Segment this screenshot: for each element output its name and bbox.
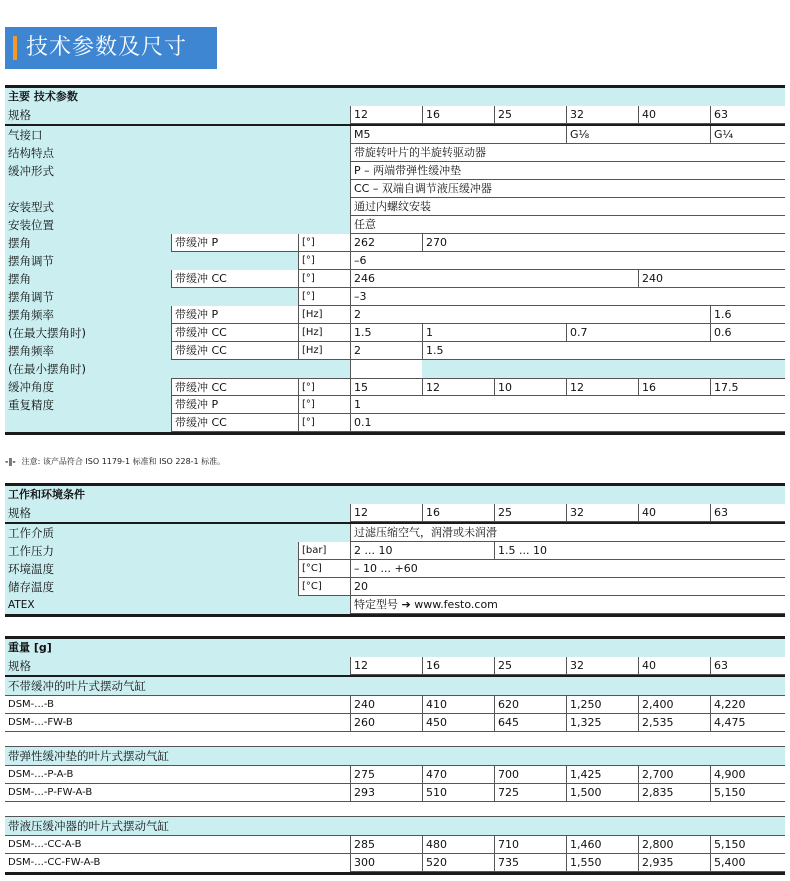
air-port-m5: M5 — [350, 126, 566, 144]
freq-min-2: 2 — [350, 342, 422, 360]
cush-angle-32: 12 — [566, 378, 638, 396]
weight-cell: 620 — [494, 696, 566, 714]
adj-cc-value: –3 — [350, 288, 785, 306]
position-value: 任意 — [350, 216, 785, 234]
adj-p-value: –6 — [350, 252, 785, 270]
size-12: 12 — [350, 657, 422, 675]
weight-cell: 1,250 — [566, 696, 638, 714]
freq-min-spacer — [350, 360, 422, 378]
group-title: 带弹性缓冲垫的叶片式摆动气缸 — [8, 749, 169, 763]
air-port-g18: G⅛ — [566, 126, 710, 144]
row-label: 缓冲角度 — [8, 380, 54, 394]
weight-cell: 2,935 — [638, 854, 710, 872]
air-port-g14: G¼ — [710, 126, 785, 144]
freq-max-cc-1: 1 — [422, 324, 566, 342]
main-heading-row — [5, 88, 785, 106]
mount-row — [5, 198, 785, 216]
row-sub: 带缓冲 CC — [171, 378, 298, 396]
model-name: DSM-...-CC-FW-A-B — [8, 857, 101, 868]
weight-table — [5, 636, 785, 875]
weight-cell: 2,535 — [638, 714, 710, 732]
size-label: 规格 — [8, 506, 31, 520]
atex-row — [5, 596, 785, 614]
cush-angle-25: 10 — [494, 378, 566, 396]
size-label: 规格 — [8, 108, 31, 122]
table-row — [5, 714, 785, 732]
row-unit: [Hz] — [298, 306, 350, 324]
adj-cc-row — [5, 288, 785, 306]
storage-value: 20 — [350, 578, 785, 596]
row-label: 摆角 — [8, 236, 31, 250]
size-40: 40 — [638, 504, 710, 522]
size-16: 16 — [422, 504, 494, 522]
model-name: DSM-...-P-A-B — [8, 769, 74, 780]
freq-max-row-1 — [5, 306, 785, 324]
swing-p-row — [5, 234, 785, 252]
pressure-25-63: 1.5 ... 10 — [494, 542, 785, 560]
weight-cell: 293 — [350, 784, 422, 802]
row-label: 摆角频率 — [8, 308, 54, 322]
row-label: 工作介质 — [8, 526, 54, 540]
weight-cell: 725 — [494, 784, 566, 802]
row-sub: 带缓冲 P — [171, 306, 298, 324]
freq-max-p-1-6: 1.6 — [710, 306, 785, 324]
cushion-p: P – 两端带弹性缓冲垫 — [350, 162, 785, 180]
ambient-row — [5, 560, 785, 578]
row-label: 工作压力 — [8, 544, 54, 558]
swing-cc-row — [5, 270, 785, 288]
weight-cell: 735 — [494, 854, 566, 872]
size-40: 40 — [638, 106, 710, 124]
cush-angle-12: 15 — [350, 378, 422, 396]
weight-group-title — [5, 746, 785, 766]
weight-cell: 510 — [422, 784, 494, 802]
cushion-row-2 — [5, 180, 785, 198]
repeat-row-2 — [5, 414, 785, 432]
row-label: 环境温度 — [8, 562, 54, 576]
row-label: (在最大摆角时) — [8, 326, 86, 340]
row-unit: [°C] — [298, 560, 350, 578]
repeat-row-1 — [5, 396, 785, 414]
table-row — [5, 784, 785, 802]
model-name: DSM-...-FW-B — [8, 717, 73, 728]
row-unit: [°] — [298, 288, 350, 306]
env-size-row — [5, 504, 785, 524]
row-label: 摆角调节 — [8, 254, 54, 268]
section-banner — [5, 27, 217, 69]
banner-accent-bar — [13, 36, 17, 60]
size-label: 规格 — [8, 659, 31, 673]
weight-cell: 480 — [422, 836, 494, 854]
main-specs-table — [5, 85, 785, 435]
model-name: DSM-...-P-FW-A-B — [8, 787, 93, 798]
row-unit: [°] — [298, 396, 350, 414]
weight-cell: 1,550 — [566, 854, 638, 872]
size-25: 25 — [494, 504, 566, 522]
row-label: 安装位置 — [8, 218, 54, 232]
weight-cell: 2,400 — [638, 696, 710, 714]
row-unit: [°] — [298, 270, 350, 288]
weight-group-title — [5, 677, 785, 696]
size-32: 32 — [566, 106, 638, 124]
weight-cell: 285 — [350, 836, 422, 854]
cushion-row-1 — [5, 162, 785, 180]
freq-max-cc-0-6: 0.6 — [710, 324, 785, 342]
table-row — [5, 836, 785, 854]
row-unit: [bar] — [298, 542, 350, 560]
freq-max-row-2 — [5, 324, 785, 342]
size-16: 16 — [422, 657, 494, 675]
weight-cell: 2,800 — [638, 836, 710, 854]
swing-p-270: 270 — [422, 234, 785, 252]
weight-size-row — [5, 657, 785, 677]
freq-min-row-1 — [5, 342, 785, 360]
row-unit: [°] — [298, 414, 350, 432]
freq-max-p-2: 2 — [350, 306, 710, 324]
cush-angle-40: 16 — [638, 378, 710, 396]
weight-cell: 1,425 — [566, 766, 638, 784]
ambient-value: – 10 ... +60 — [350, 560, 785, 578]
repeat-p: 1 — [350, 396, 785, 414]
size-40: 40 — [638, 657, 710, 675]
weight-cell: 4,475 — [710, 714, 785, 732]
size-12: 12 — [350, 504, 422, 522]
cushion-cc: CC – 双端自调节液压缓冲器 — [350, 180, 785, 198]
weight-cell: 260 — [350, 714, 422, 732]
cush-angle-row — [5, 378, 785, 396]
row-unit: [°] — [298, 378, 350, 396]
row-sub: 带缓冲 P — [171, 234, 298, 252]
weight-cell: 520 — [422, 854, 494, 872]
table-row — [5, 854, 785, 872]
row-unit: [Hz] — [298, 342, 350, 360]
row-label: 储存温度 — [8, 580, 54, 594]
weight-cell: 700 — [494, 766, 566, 784]
freq-min-1-5: 1.5 — [422, 342, 785, 360]
row-label: 摆角 — [8, 272, 31, 286]
row-sub: 带缓冲 CC — [171, 324, 298, 342]
group-title: 带液压缓冲器的叶片式摆动气缸 — [8, 819, 169, 833]
cush-angle-16: 12 — [422, 378, 494, 396]
weight-cell: 450 — [422, 714, 494, 732]
row-unit: [Hz] — [298, 324, 350, 342]
model-name: DSM-...-CC-A-B — [8, 839, 82, 850]
banner-title: 技术参数及尺寸 — [26, 35, 188, 60]
repeat-cc: 0.1 — [350, 414, 785, 432]
row-label: 摆角频率 — [8, 344, 54, 358]
row-label: 安装型式 — [8, 200, 54, 214]
row-label: 气接口 — [8, 128, 43, 142]
main-size-row — [5, 106, 785, 126]
row-unit: [°C] — [298, 578, 350, 596]
row-label: 结构特点 — [8, 146, 54, 160]
row-label: 摆角调节 — [8, 290, 54, 304]
main-heading: 主要 技术参数 — [8, 90, 78, 103]
size-16: 16 — [422, 106, 494, 124]
weight-cell: 470 — [422, 766, 494, 784]
size-63: 63 — [710, 106, 785, 124]
air-port-row — [5, 126, 785, 144]
note-icon: -‖- — [5, 457, 16, 466]
mount-value: 通过内螺纹安装 — [350, 198, 785, 216]
weight-cell: 5,150 — [710, 784, 785, 802]
weight-cell: 4,220 — [710, 696, 785, 714]
size-25: 25 — [494, 106, 566, 124]
row-unit: [°] — [298, 252, 350, 270]
row-label: 缓冲形式 — [8, 164, 54, 178]
size-12: 12 — [350, 106, 422, 124]
pressure-row — [5, 542, 785, 560]
size-32: 32 — [566, 504, 638, 522]
medium-row — [5, 524, 785, 542]
weight-cell: 1,500 — [566, 784, 638, 802]
row-label: (在最小摆角时) — [8, 362, 86, 376]
weight-cell: 2,700 — [638, 766, 710, 784]
position-row — [5, 216, 785, 234]
weight-cell: 710 — [494, 836, 566, 854]
row-sub: 带缓冲 CC — [171, 270, 298, 288]
env-heading-row — [5, 486, 785, 504]
row-unit: [°] — [298, 234, 350, 252]
row-sub: 带缓冲 CC — [171, 414, 298, 432]
group-title: 不带缓冲的叶片式摆动气缸 — [8, 679, 146, 693]
atex-value: 特定型号 ➔ www.festo.com — [350, 596, 785, 614]
weight-cell: 5,400 — [710, 854, 785, 872]
size-63: 63 — [710, 657, 785, 675]
medium-value: 过滤压缩空气，润滑或未润滑 — [350, 524, 785, 542]
cush-angle-63: 17.5 — [710, 378, 785, 396]
freq-min-row-2 — [5, 360, 785, 378]
weight-heading: 重量 [g] — [8, 641, 52, 654]
table-row — [5, 766, 785, 784]
weight-cell: 1,460 — [566, 836, 638, 854]
swing-p-262: 262 — [350, 234, 422, 252]
row-label: ATEX — [8, 599, 35, 611]
swing-cc-240: 240 — [638, 270, 785, 288]
note-text: 注意: 该产品符合 ISO 1179-1 标准和 ISO 228-1 标准。 — [21, 457, 226, 466]
swing-cc-246: 246 — [350, 270, 638, 288]
model-name: DSM-...-B — [8, 699, 54, 710]
storage-row — [5, 578, 785, 596]
freq-max-cc-0-7: 0.7 — [566, 324, 710, 342]
weight-cell: 410 — [422, 696, 494, 714]
weight-heading-row — [5, 639, 785, 657]
env-heading: 工作和环境条件 — [8, 488, 85, 501]
weight-cell: 1,325 — [566, 714, 638, 732]
size-25: 25 — [494, 657, 566, 675]
weight-cell: 4,900 — [710, 766, 785, 784]
weight-cell: 645 — [494, 714, 566, 732]
design-row — [5, 144, 785, 162]
size-32: 32 — [566, 657, 638, 675]
weight-cell: 5,150 — [710, 836, 785, 854]
row-sub: 带缓冲 CC — [171, 342, 298, 360]
weight-cell: 240 — [350, 696, 422, 714]
size-63: 63 — [710, 504, 785, 522]
table-row — [5, 696, 785, 714]
weight-cell: 275 — [350, 766, 422, 784]
design-value: 带旋转叶片的半旋转驱动器 — [350, 144, 785, 162]
row-label: 重复精度 — [8, 398, 54, 412]
weight-cell: 300 — [350, 854, 422, 872]
freq-max-cc-1-5: 1.5 — [350, 324, 422, 342]
env-table — [5, 483, 785, 617]
adj-p-row — [5, 252, 785, 270]
iso-note — [5, 456, 225, 467]
row-sub: 带缓冲 P — [171, 396, 298, 414]
pressure-12-16: 2 ... 10 — [350, 542, 494, 560]
weight-cell: 2,835 — [638, 784, 710, 802]
weight-group-title — [5, 816, 785, 836]
